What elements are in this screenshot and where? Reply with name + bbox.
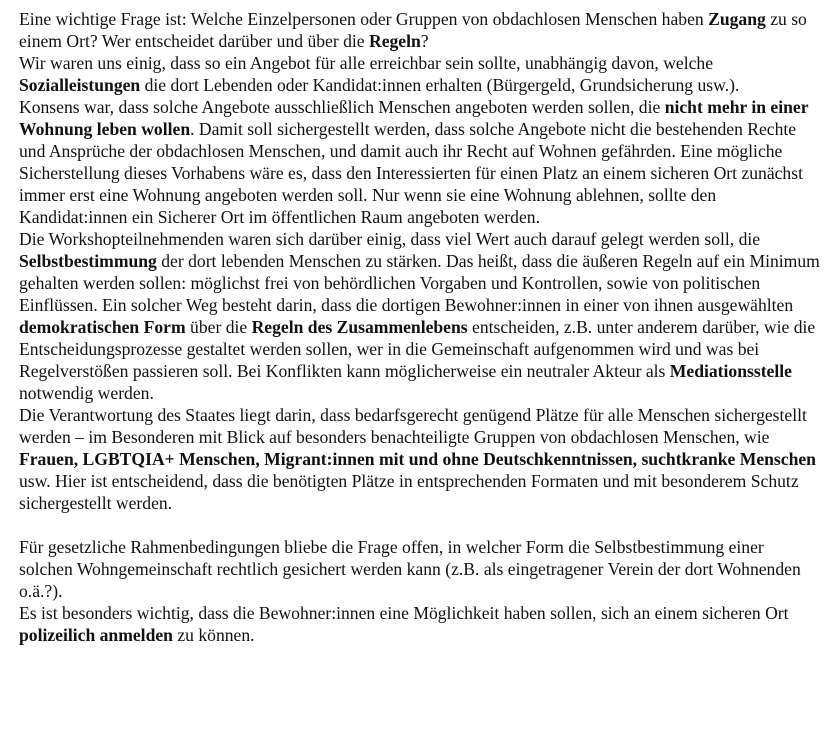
bold-run-mediationsstelle: Mediationsstelle bbox=[669, 361, 792, 381]
bold-run-selbstbestimmung: Selbstbestimmung bbox=[19, 251, 157, 271]
bold-run-demokratische-form: demokratischen Form bbox=[19, 317, 186, 337]
text-run: über die bbox=[185, 317, 252, 337]
text-run: entscheiden, z.B. unter anderem darüber, wie die Entscheidungsprozesse gestaltet werden sollen, wer in die Gemeinschaft aufgenommen wird und was bei Regelverstößen passieren soll. Bei Konflikten kann möglicherweise ein neutraler Akteur als bbox=[19, 317, 816, 381]
bold-run-sozialleistungen: Sozialleistungen bbox=[19, 75, 141, 95]
bold-run-polizeilich-anmelden: polizeilich anmelden bbox=[19, 625, 173, 645]
paragraph-access-question bbox=[19, 0, 821, 52]
text-run: zu so einem Ort? Wer entscheidet darüber und über die bbox=[19, 9, 807, 51]
text-run: Die Workshopteilnehmenden waren sich darüber einig, dass viel Wert auch darauf gelegt werden soll, die bbox=[19, 229, 761, 249]
text-run: zu können. bbox=[172, 625, 255, 645]
paragraph-consensus bbox=[19, 96, 821, 228]
text-run: Eine wichtige Frage ist: Welche Einzelpersonen oder Gruppen von obdachlosen Menschen haben bbox=[19, 9, 709, 29]
bold-run-regeln-zusammenleben: Regeln des Zusammenlebens bbox=[251, 317, 468, 337]
paragraph-accessibility bbox=[19, 52, 821, 96]
text-run: Es ist besonders wichtig, dass die Bewohner:innen eine Möglichkeit haben sollen, sich an einem sicheren Ort bbox=[19, 603, 789, 623]
text-run: die dort Lebenden oder Kandidat:innen erhalten (Bürgergeld, Grundsicherung usw.). bbox=[140, 75, 740, 95]
text-run: notwendig werden. bbox=[19, 383, 154, 403]
text-run: der dort lebenden Menschen zu stärken. Das heißt, dass die äußeren Regeln auf ein Minimum gehalten werden sollen: möglichst frei von behördlichen Vorgaben und Kontrollen, sowie von politischen Einflüssen. Ein solcher Weg besteht darin, dass die dortigen Bewohner:innen in einer von ihnen ausgewählten bbox=[19, 251, 820, 315]
text-run: Konsens war, dass solche Angebote ausschließlich Menschen angeboten werden sollen, die bbox=[19, 97, 665, 117]
paragraph-legal-framework bbox=[19, 536, 821, 602]
paragraph-self-determination bbox=[19, 228, 821, 404]
paragraph-registration bbox=[19, 602, 821, 646]
bold-run-zugang: Zugang bbox=[708, 9, 766, 29]
text-run: Wir waren uns einig, dass so ein Angebot für alle erreichbar sein sollte, unabhängig davon, welche bbox=[19, 53, 714, 73]
text-run: . Damit soll sichergestellt werden, dass solche Angebote nicht die bestehenden Rechte und Ansprüche der obdachlosen Menschen, und damit auch ihr Recht auf Wohnen gefährden. Eine mögliche Sicherstellung dieses Vorhabens wäre es, dass den Interessierten für einen Platz an einem sicheren Ort zunächst immer erst eine Wohnung angeboten werden soll. Nur wenn sie eine Wohnung ablehnen, sollte den Kandidat:innen ein Sicherer Ort im öffentlichen Raum angeboten werden. bbox=[19, 119, 803, 227]
paragraph-state-responsibility bbox=[19, 404, 821, 514]
bold-run-nicht-mehr-wohnung: nicht mehr in einer Wohnung leben wollen bbox=[19, 97, 809, 139]
text-run: Die Verantwortung des Staates liegt darin, dass bedarfsgerecht genügend Plätze für alle Menschen sichergestellt werden – im Besonderen mit Blick auf besonders benachteiligte Gruppen von obdachlosen Menschen, wie bbox=[19, 405, 807, 447]
text-run: ? bbox=[420, 31, 429, 51]
bold-run-regeln: Regeln bbox=[369, 31, 421, 51]
text-run: Für gesetzliche Rahmenbedingungen bliebe die Frage offen, in welcher Form die Selbstbestimmung einer solchen Wohngemeinschaft rechtlich gesichert werden kann (z.B. als eingetragener Verein der dort Wohnenden o.ä.?). bbox=[19, 537, 801, 601]
text-run: usw. Hier ist entscheidend, dass die benötigten Plätze in entsprechenden Formaten und mit besonderem Schutz sichergestellt werden. bbox=[19, 471, 799, 513]
paragraph-gap bbox=[19, 514, 821, 536]
bold-run-disadvantaged-groups: Frauen, LGBTQIA+ Menschen, Migrant:innen mit und ohne Deutschkenntnissen, suchtkranke Menschen bbox=[19, 449, 816, 469]
